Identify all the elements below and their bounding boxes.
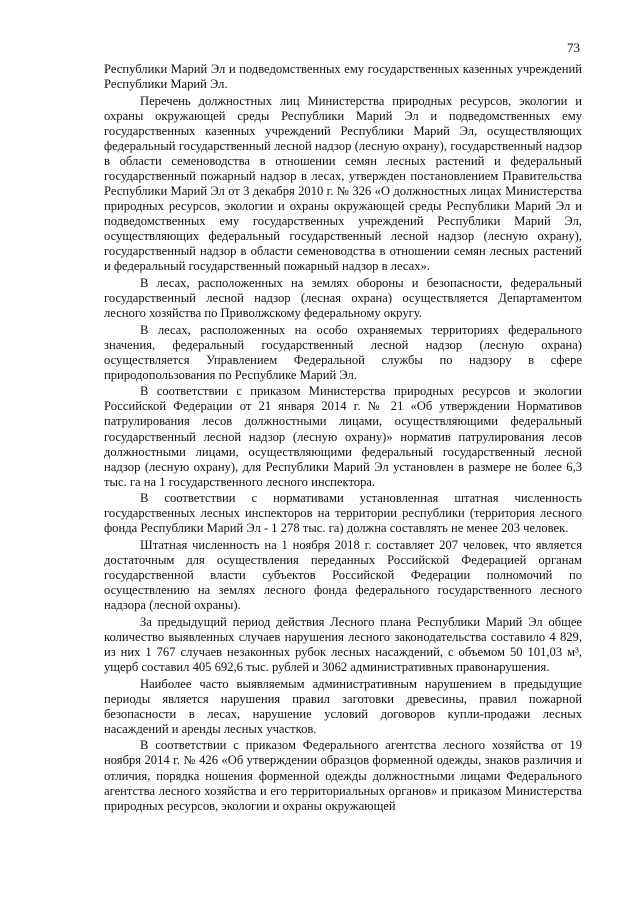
paragraph-uniform-order: В соответствии с приказом Федерального агентства лесного хозяйства от 19 ноября 2014 г. № 426 «Об утверждении образцов форменной одежды, знаков различия и отличия, порядка ношения форменной одежды должностными лицами Федерального агентства лесного хозяйства и его территориальных органов» и приказом Министерства природных ресурсов, экологии и охраны окружающей	[104, 738, 582, 813]
paragraph-violations-stats: За предыдущий период действия Лесного плана Республики Марий Эл общее количество выявленных случаев нарушения лесного законодательства составило 4 829, из них 1 767 случаев незаконных рубок лесных насаждений, с объемом 50 101,03 м³, ущерб составил 405 692,6 тыс. рублей и 3062 административных правонарушения.	[104, 614, 582, 674]
paragraph-staff-norm: В соответствии с нормативами установленная штатная численность государственных лесных инспекторов на территории республики (территория лесного фонда Республики Марий Эл - 1 278 тыс. га) должна составлять не менее 203 человек.	[104, 491, 582, 536]
paragraph-staff-actual: Штатная численность на 1 ноября 2018 г. составляет 207 человек, что является достаточным для осуществления переданных Российской Федерацией органам государственной власти субъектов Российской Федерации полномочий по осуществлению на землях лесного фонда федерального государственного лесного надзора (лесной охраны).	[104, 538, 582, 613]
page-number: 73	[567, 40, 580, 55]
paragraph-defense-lands: В лесах, расположенных на землях обороны и безопасности, федеральный государственный лесной надзор (лесная охрана) осуществляется Департаментом лесного хозяйства по Приволжскому федеральному округу.	[104, 275, 582, 320]
document-body	[104, 62, 582, 815]
paragraph-protected-territories: В лесах, расположенных на особо охраняемых территориях федерального значения, федеральный государственный лесной надзор (лесную охрана) осуществляется Управлением Федеральной службы по надзору в сфере природопользования по Республике Марий Эл.	[104, 322, 582, 382]
paragraph-continuation: Республики Марий Эл и подведомственных ему государственных казенных учреждений Республики Марий Эл.	[104, 62, 582, 92]
paragraph-common-violations: Наиболее часто выявляемым административным нарушением в предыдущие периоды является нарушения правил заготовки древесины, правил пожарной безопасности в лесах, нарушение условий договоров купли-продажи лесных насаждений и аренды лесных участков.	[104, 676, 582, 736]
paragraph-officials-list: Перечень должностных лиц Министерства природных ресурсов, экологии и охраны окружающей среды Республики Марий Эл и подведомственных ему государственных казенных учреждений Республики Марий Эл, осуществляющих федеральный государственный лесной надзор (лесную охрану), государственный надзор в области семеноводства в отношении семян лесных растений и федеральный государственный пожарный надзор в лесах, утвержден постановлением Правительства Республики Марий Эл от 3 декабря 2010 г. № 326 «О должностных лицах Министерства природных ресурсов, экологии и охраны окружающей среды Республики Марий Эл и подведомственных ему государственных учреждений Республики Марий Эл, осуществляющих федеральный государственный лесной надзор (лесную охрану), государственный надзор в области семеноводства в отношении семян лесных растений и федеральный государственный пожарный надзор в лесах».	[104, 93, 582, 274]
paragraph-patrol-norms: В соответствии с приказом Министерства природных ресурсов и экологии Российской Федерации от 21 января 2014 г. № 21 «Об утверждении Нормативов патрулирования лесов должностными лицами, осуществляющими федеральный государственный лесной надзор (лесную охрану)» норматив патрулирования лесов должностными лицами, осуществляющими федеральный государственный лесной надзор (лесную охрану), для Республики Марий Эл установлен в размере не более 6,3 тыс. га на 1 государственного лесного инспектора.	[104, 384, 582, 489]
